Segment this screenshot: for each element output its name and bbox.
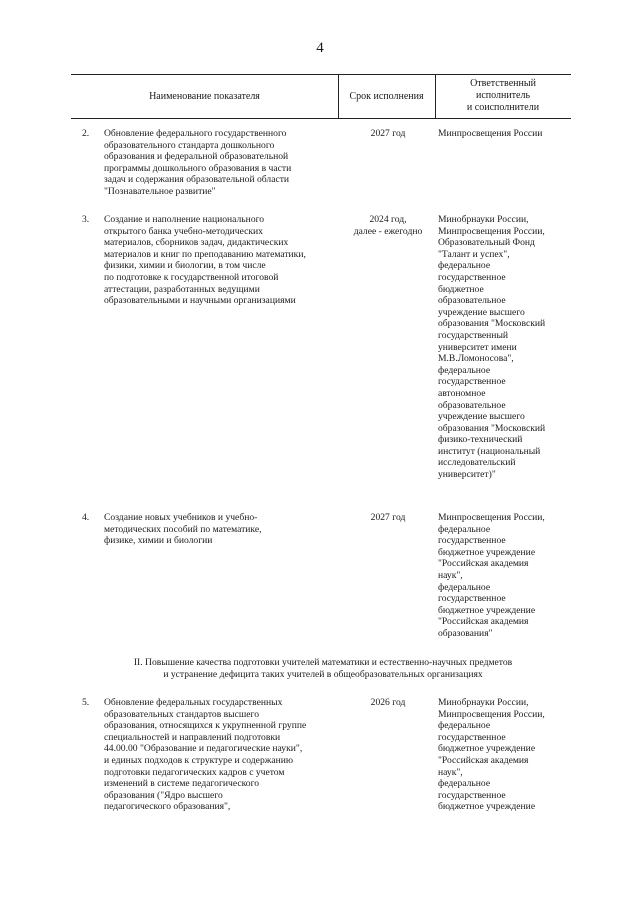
row-term: 2026 год bbox=[370, 697, 406, 708]
row-title: Обновление федеральных государственных образовательных стандартов высшего образования, относящихся к укрупненной группе специальностей и направлений подготовки 44.00.00 "Образование и педагогические науки", и единых подходов к структуре и содержанию подготовки педагогических кадров с учетом изменений в системе педагогического образования ("Ядро высшего педагогического образования", bbox=[104, 697, 307, 813]
row-number: 2. bbox=[82, 128, 90, 139]
row-executors: Минпросвещения России bbox=[438, 128, 543, 139]
header-deadline-column: Срок исполнения bbox=[349, 91, 424, 102]
page-number: 4 bbox=[316, 40, 324, 56]
row-title: Создание новых учебников и учебно- методических пособий по математике, физике, химии и биологии bbox=[104, 512, 262, 547]
header-top-rule bbox=[71, 74, 571, 75]
row-term: 2024 год, далее - ежегодно bbox=[353, 214, 423, 237]
section-heading: II. Повышение качества подготовки учителей математики и естественно-научных предметов и устранение дефицита таких учителей в общеобразовательных организациях bbox=[133, 657, 513, 680]
row-executors: Минпросвещения России, федеральное государственное бюджетное учреждение "Российская академия наук", федеральное государственное бюджетное учреждение "Российская академия образования" bbox=[438, 512, 545, 639]
row-number: 3. bbox=[82, 214, 90, 225]
row-title: Создание и наполнение национального открытого банка учебно-методических материалов, сборников задач, дидактических материалов и книг по преподаванию математики, физики, химии и биологии, в том числе по подготовке к государственной итоговой аттестации, разработанных ведущими образовательными и научными организациями bbox=[104, 214, 306, 307]
header-responsible-column: Ответственный исполнитель и соисполнители bbox=[466, 78, 540, 113]
header-bottom-rule bbox=[71, 118, 571, 119]
row-title: Обновление федерального государственного образовательного стандарта дошкольного образования и федеральной образовательной программы дошкольного образования в части задач и содержания образовательной области "Познавательное развитие" bbox=[104, 128, 292, 197]
row-number: 5. bbox=[82, 697, 90, 708]
row-executors: Минобрнауки России, Минпросвещения России, федеральное государственное бюджетное учреждение "Российская академия наук", федеральное государственное бюджетное учреждение bbox=[438, 697, 545, 813]
row-executors: Минобрнауки России, Минпросвещения России, Образовательный Фонд "Талант и успех", федеральное государственное бюджетное образовательное учреждение высшего образования "Московский государственный университет имени М.В.Ломоносова", федеральное государственное автономное образовательное учреждение высшего образования "Московский физико-технический институт (национальный исследовательский университет)" bbox=[438, 214, 546, 481]
row-number: 4. bbox=[82, 512, 90, 523]
row-term: 2027 год bbox=[370, 512, 406, 523]
header-name-column: Наименование показателя bbox=[149, 91, 260, 102]
row-term: 2027 год bbox=[370, 128, 406, 139]
